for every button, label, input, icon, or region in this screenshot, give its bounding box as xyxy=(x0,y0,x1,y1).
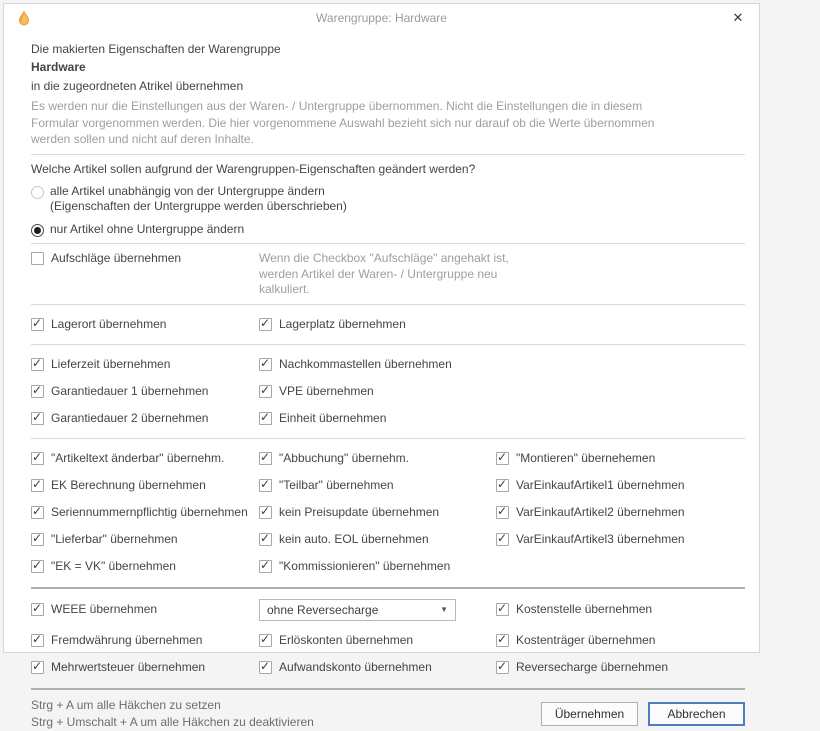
checkbox-label: Garantiedauer 1 übernehmen xyxy=(51,383,209,398)
checkbox-label: Garantiedauer 2 übernehmen xyxy=(51,410,209,425)
checkbox-label: Lagerort übernehmen xyxy=(51,316,167,331)
check-icon: ✓ xyxy=(260,382,271,397)
check-icon: ✓ xyxy=(32,315,43,330)
checkbox[interactable] xyxy=(496,631,509,647)
radio-option-nur-artikel[interactable] xyxy=(31,222,745,238)
app-flame-icon xyxy=(18,10,30,26)
grid-row xyxy=(31,311,745,338)
checkbox-label: WEEE übernehmen xyxy=(51,601,158,616)
select-value: ohne Reversecharge xyxy=(267,602,379,617)
check-icon: ✓ xyxy=(260,530,271,545)
divider xyxy=(31,243,745,244)
check-icon: ✓ xyxy=(32,658,43,673)
radio-label: nur Artikel ohne Untergruppe ändern xyxy=(50,221,245,236)
checkbox[interactable] xyxy=(259,631,272,647)
checkbox[interactable] xyxy=(496,530,509,546)
check-icon: ✓ xyxy=(260,355,271,370)
check-icon: ✓ xyxy=(260,449,271,464)
check-icon: ✓ xyxy=(260,631,271,646)
check-icon: ✓ xyxy=(497,530,508,545)
check-icon: ✓ xyxy=(32,600,43,615)
divider xyxy=(31,688,745,690)
radio-button-selected[interactable] xyxy=(31,224,44,237)
cancel-button[interactable]: Abbrechen xyxy=(648,702,745,726)
check-icon: ✓ xyxy=(260,315,271,330)
checkbox[interactable] xyxy=(259,530,272,546)
radio-label: alle Artikel unabhängig von der Untergruppe ändern xyxy=(50,183,325,198)
checkbox-label: kein auto. EOL übernehmen xyxy=(279,531,429,546)
checkbox[interactable] xyxy=(259,409,272,425)
checkbox[interactable] xyxy=(259,315,272,331)
checkbox-aufschlaege[interactable] xyxy=(31,252,44,265)
chevron-down-icon: ▼ xyxy=(440,605,448,614)
checkbox[interactable] xyxy=(31,557,44,573)
check-icon: ✓ xyxy=(32,449,43,464)
checkbox[interactable] xyxy=(31,503,44,519)
titlebar xyxy=(4,4,759,32)
radio-option-alle-artikel[interactable] xyxy=(31,184,745,215)
checkbox[interactable] xyxy=(31,449,44,465)
intro-line: Die makierten Eigenschaften der Warengruppe xyxy=(31,42,281,56)
checkbox[interactable] xyxy=(31,658,44,674)
question-label: Welche Artikel sollen aufgrund der Warengruppen-Eigenschaften geändert werden? xyxy=(31,161,476,176)
checkbox-label: "Montieren" übernehemen xyxy=(516,450,656,465)
check-icon: ✓ xyxy=(497,503,508,518)
checkbox[interactable] xyxy=(259,503,272,519)
checkbox-label: Kostenstelle übernehmen xyxy=(516,601,653,616)
radio-button[interactable] xyxy=(31,186,44,199)
checkbox[interactable] xyxy=(31,631,44,647)
checkbox-label: Fremdwährung übernehmen xyxy=(51,632,203,647)
check-icon: ✓ xyxy=(32,476,43,491)
grid-row xyxy=(31,405,745,432)
checkbox[interactable] xyxy=(496,449,509,465)
checkbox-label: "Teilbar" übernehmen xyxy=(279,477,394,492)
checkbox[interactable] xyxy=(31,355,44,371)
checkbox-label: Nachkommastellen übernehmen xyxy=(279,356,452,371)
check-icon: ✓ xyxy=(32,557,43,572)
checkbox-label: EK Berechnung übernehmen xyxy=(51,477,206,492)
aufschlaege-note: Wenn die Checkbox "Aufschläge" angehakt ist, werden Artikel der Waren- / Untergruppe neu kalkuliert. xyxy=(259,251,509,296)
check-icon: ✓ xyxy=(32,530,43,545)
checkbox-label: Reversecharge übernehmen xyxy=(516,659,669,674)
check-icon: ✓ xyxy=(497,658,508,673)
checkbox-label: Aufwandskonto übernehmen xyxy=(279,659,432,674)
checkbox[interactable] xyxy=(31,382,44,398)
checkbox-label: VarEinkaufArtikel3 übernehmen xyxy=(516,531,685,546)
checkbox-label: "Abbuchung" übernehm. xyxy=(279,450,409,465)
checkbox-label: VPE übernehmen xyxy=(279,383,374,398)
checkbox[interactable] xyxy=(31,476,44,492)
checkbox[interactable] xyxy=(259,355,272,371)
divider xyxy=(31,304,745,305)
checkbox-label: Lieferzeit übernehmen xyxy=(51,356,171,371)
grid-row xyxy=(31,351,745,378)
checkbox-label: Seriennummernpflichtig übernehmen xyxy=(51,504,248,519)
check-icon: ✓ xyxy=(497,476,508,491)
checkbox[interactable] xyxy=(496,476,509,492)
warengruppe-name: Hardware xyxy=(31,60,86,74)
check-icon: ✓ xyxy=(260,557,271,572)
checkbox[interactable] xyxy=(259,449,272,465)
divider xyxy=(31,154,745,155)
dialog-title: Warengruppe: Hardware xyxy=(316,11,447,25)
checkbox-label: "EK = VK" übernehmen xyxy=(51,558,176,573)
checkbox[interactable] xyxy=(31,530,44,546)
check-icon: ✓ xyxy=(497,600,508,615)
checkbox[interactable] xyxy=(496,658,509,674)
grid-row xyxy=(31,472,745,499)
checkbox-label: VarEinkaufArtikel1 übernehmen xyxy=(516,477,685,492)
checkbox[interactable] xyxy=(259,382,272,398)
check-icon: ✓ xyxy=(32,382,43,397)
radio-sublabel: (Eigenschaften der Untergruppe werden überschrieben) xyxy=(50,199,347,213)
apply-button[interactable]: Übernehmen xyxy=(541,702,638,726)
checkbox-label: Aufschläge übernehmen xyxy=(51,251,182,265)
divider xyxy=(31,344,745,345)
checkbox[interactable] xyxy=(31,409,44,425)
grid-row xyxy=(31,654,745,681)
checkbox-label: Kostenträger übernehmen xyxy=(516,632,656,647)
check-icon: ✓ xyxy=(497,631,508,646)
checkbox-label: Lagerplatz übernehmen xyxy=(279,316,406,331)
grid-row xyxy=(31,499,745,526)
check-icon: ✓ xyxy=(497,449,508,464)
checkbox-label: Mehrwertsteuer übernehmen xyxy=(51,659,206,674)
check-icon: ✓ xyxy=(260,409,271,424)
checkbox-grid xyxy=(31,311,745,690)
divider xyxy=(31,587,745,589)
checkbox-label: "Artikeltext änderbar" übernehm. xyxy=(51,450,225,465)
aufschlaege-row xyxy=(31,251,745,298)
checkbox-label: Einheit übernehmen xyxy=(279,410,387,425)
checkbox-label: Erlöskonten übernehmen xyxy=(279,632,414,647)
check-icon: ✓ xyxy=(32,409,43,424)
check-icon: ✓ xyxy=(32,503,43,518)
check-icon: ✓ xyxy=(260,658,271,673)
shortcut-hint: Strg + A um alle Häkchen zu setzen xyxy=(31,697,221,712)
checkbox-label: "Lieferbar" übernehmen xyxy=(51,531,178,546)
checkbox-label: "Kommissionieren" übernehmen xyxy=(279,558,451,573)
dialog-content xyxy=(4,32,759,731)
divider xyxy=(31,438,745,439)
checkbox[interactable] xyxy=(31,600,44,616)
check-icon: ✓ xyxy=(260,476,271,491)
grid-row xyxy=(31,596,745,627)
shortcut-hint: Strg + Umschalt + A um alle Häkchen zu deaktivieren xyxy=(31,714,314,729)
checkbox[interactable] xyxy=(31,315,44,331)
checkbox[interactable] xyxy=(259,476,272,492)
checkbox[interactable] xyxy=(259,557,272,573)
checkbox-label: VarEinkaufArtikel2 übernehmen xyxy=(516,504,685,519)
grid-row xyxy=(31,445,745,472)
intro-line: in die zugeordneten Atrikel übernehmen xyxy=(31,79,244,93)
checkbox-label: kein Preisupdate übernehmen xyxy=(279,504,440,519)
checkbox[interactable] xyxy=(496,503,509,519)
reversecharge-select[interactable] xyxy=(259,599,456,621)
close-icon[interactable]: ✕ xyxy=(732,10,744,25)
check-icon: ✓ xyxy=(32,355,43,370)
warengruppe-dialog xyxy=(3,3,760,729)
grid-row xyxy=(31,553,745,580)
check-icon: ✓ xyxy=(32,631,43,646)
grid-row xyxy=(31,378,745,405)
check-icon: ✓ xyxy=(260,503,271,518)
checkbox[interactable] xyxy=(259,658,272,674)
intro-note: Es werden nur die Einstellungen aus der Waren- / Untergruppe übernommen. Nicht die Einstellungen die in diesem Formular vorgenommen werden. Die hier vorgenommene Auswahl bezieht sich nur darauf ob die Werte übernommen werden sollen und nicht auf deren Inhalte. xyxy=(31,99,655,146)
grid-row xyxy=(31,526,745,553)
grid-row xyxy=(31,627,745,654)
checkbox[interactable] xyxy=(496,600,509,616)
footer xyxy=(31,697,745,731)
